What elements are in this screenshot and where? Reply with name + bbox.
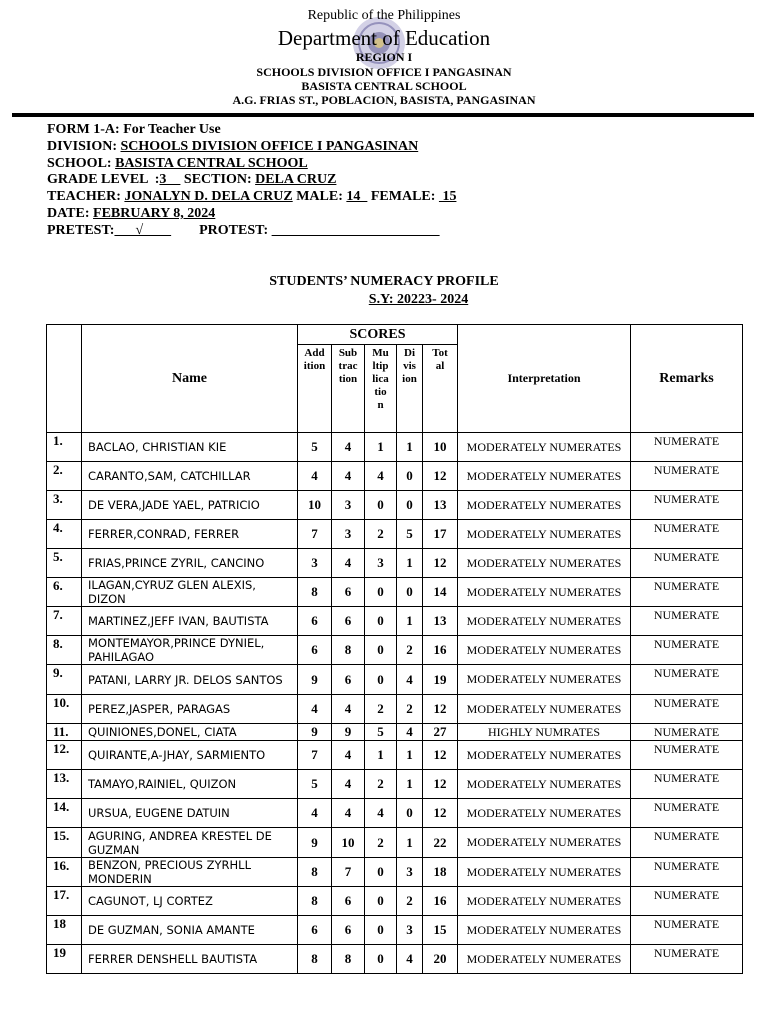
row-number: 19 xyxy=(47,945,82,974)
row-number: 11. xyxy=(47,724,82,741)
row-number: 5. xyxy=(47,549,82,578)
score-subtraction: 8 xyxy=(332,636,365,665)
score-total: 20 xyxy=(423,945,458,974)
score-division: 1 xyxy=(397,549,423,578)
student-name: BACLAO, CHRISTIAN KIE xyxy=(82,433,298,462)
score-subtraction: 4 xyxy=(332,799,365,828)
table-row xyxy=(47,741,743,770)
remarks: NUMERATE xyxy=(631,491,743,520)
interpretation: MODERATELY NUMERATES xyxy=(458,636,631,665)
score-total: 13 xyxy=(423,491,458,520)
score-subtraction: 4 xyxy=(332,741,365,770)
score-addition: 4 xyxy=(298,799,332,828)
table-row xyxy=(47,916,743,945)
student-name: URSUA, EUGENE DATUIN xyxy=(82,799,298,828)
score-division: 1 xyxy=(397,828,423,858)
school-value: BASISTA CENTRAL SCHOOL xyxy=(115,155,308,171)
score-subtraction: 7 xyxy=(332,858,365,887)
division-row xyxy=(47,139,456,156)
interpretation: HIGHLY NUMRATES xyxy=(458,724,631,741)
row-number: 10. xyxy=(47,695,82,724)
score-subtraction: 4 xyxy=(332,770,365,799)
score-addition: 8 xyxy=(298,887,332,916)
student-name: FRIAS,PRINCE ZYRIL, CANCINO xyxy=(82,549,298,578)
table-row xyxy=(47,770,743,799)
remarks: NUMERATE xyxy=(631,724,743,741)
pretest-value: √ xyxy=(114,222,172,238)
header-scores: SCORES xyxy=(298,325,458,345)
score-subtraction: 9 xyxy=(332,724,365,741)
header-total: Total xyxy=(423,345,458,433)
remarks: NUMERATE xyxy=(631,695,743,724)
student-name: QUIRANTE,A-JHAY, SARMIENTO xyxy=(82,741,298,770)
remarks: NUMERATE xyxy=(631,828,743,858)
address-heading: A.G. FRIAS ST., POBLACION, BASISTA, PANGASINAN xyxy=(232,93,536,107)
student-name: PATANI, LARRY JR. DELOS SANTOS xyxy=(82,665,298,695)
male-label: MALE: xyxy=(292,189,347,205)
score-division: 4 xyxy=(397,724,423,741)
score-total: 13 xyxy=(423,607,458,636)
table-row xyxy=(47,799,743,828)
table-row xyxy=(47,491,743,520)
interpretation: MODERATELY NUMERATES xyxy=(458,828,631,858)
header-division: Division xyxy=(397,345,423,433)
row-number: 1. xyxy=(47,433,82,462)
score-division: 3 xyxy=(397,916,423,945)
score-subtraction: 6 xyxy=(332,665,365,695)
division-value: SCHOOLS DIVISION OFFICE I PANGASINAN xyxy=(120,138,419,154)
score-total: 16 xyxy=(423,887,458,916)
interpretation: MODERATELY NUMERATES xyxy=(458,520,631,549)
table-row xyxy=(47,945,743,974)
table-row xyxy=(47,665,743,695)
male-value: 14 xyxy=(346,189,368,205)
header-subtraction: Subtraction xyxy=(332,345,365,433)
remarks: NUMERATE xyxy=(631,887,743,916)
interpretation: MODERATELY NUMERATES xyxy=(458,665,631,695)
grade-value: 3 xyxy=(159,172,181,188)
date-row xyxy=(47,206,456,223)
score-total: 12 xyxy=(423,799,458,828)
score-subtraction: 4 xyxy=(332,462,365,491)
score-total: 12 xyxy=(423,770,458,799)
score-total: 17 xyxy=(423,520,458,549)
table-row xyxy=(47,433,743,462)
interpretation: MODERATELY NUMERATES xyxy=(458,549,631,578)
score-addition: 6 xyxy=(298,636,332,665)
score-addition: 9 xyxy=(298,665,332,695)
score-multiplication: 1 xyxy=(365,433,397,462)
student-name: MARTINEZ,JEFF IVAN, BAUTISTA xyxy=(82,607,298,636)
score-total: 12 xyxy=(423,741,458,770)
interpretation: MODERATELY NUMERATES xyxy=(458,945,631,974)
interpretation: MODERATELY NUMERATES xyxy=(458,607,631,636)
school-label: SCHOOL: xyxy=(47,155,116,171)
row-number: 15. xyxy=(47,828,82,858)
remarks: NUMERATE xyxy=(631,770,743,799)
row-number: 13. xyxy=(47,770,82,799)
score-addition: 6 xyxy=(298,607,332,636)
table-row xyxy=(47,636,743,665)
score-addition: 8 xyxy=(298,578,332,607)
score-subtraction: 4 xyxy=(332,549,365,578)
table-row xyxy=(47,695,743,724)
row-number: 8. xyxy=(47,636,82,665)
score-division: 0 xyxy=(397,462,423,491)
row-number: 2. xyxy=(47,462,82,491)
section-value: DELA CRUZ xyxy=(255,172,337,188)
remarks: NUMERATE xyxy=(631,741,743,770)
score-division: 0 xyxy=(397,578,423,607)
score-multiplication: 0 xyxy=(365,858,397,887)
table-row xyxy=(47,607,743,636)
score-total: 12 xyxy=(423,549,458,578)
score-multiplication: 4 xyxy=(365,799,397,828)
division-office-heading: SCHOOLS DIVISION OFFICE I PANGASINAN xyxy=(256,65,512,79)
interpretation: MODERATELY NUMERATES xyxy=(458,491,631,520)
score-division: 3 xyxy=(397,858,423,887)
student-name: FERRER DENSHELL BAUTISTA xyxy=(82,945,298,974)
student-name: ILAGAN,CYRUZ GLEN ALEXIS, DIZON xyxy=(82,578,298,607)
header-divider xyxy=(12,113,754,117)
row-number: 4. xyxy=(47,520,82,549)
score-addition: 5 xyxy=(298,433,332,462)
score-division: 2 xyxy=(397,695,423,724)
score-division: 1 xyxy=(397,433,423,462)
remarks: NUMERATE xyxy=(631,665,743,695)
score-division: 2 xyxy=(397,887,423,916)
score-multiplication: 0 xyxy=(365,636,397,665)
student-name: AGURING, ANDREA KRESTEL DE GUZMAN xyxy=(82,828,298,858)
score-multiplication: 1 xyxy=(365,741,397,770)
teacher-row xyxy=(47,189,456,206)
female-label: FEMALE: xyxy=(367,189,439,205)
interpretation: MODERATELY NUMERATES xyxy=(458,858,631,887)
score-multiplication: 0 xyxy=(365,607,397,636)
date-label: DATE: xyxy=(47,205,94,221)
score-division: 0 xyxy=(397,799,423,828)
grade-section-row xyxy=(47,172,456,189)
score-addition: 9 xyxy=(298,828,332,858)
score-addition: 8 xyxy=(298,945,332,974)
header-interpretation: Interpretation xyxy=(458,325,631,433)
female-value: 15 xyxy=(438,189,457,205)
remarks: NUMERATE xyxy=(631,916,743,945)
score-total: 12 xyxy=(423,695,458,724)
score-subtraction: 6 xyxy=(332,578,365,607)
header-name: Name xyxy=(82,325,298,433)
score-division: 2 xyxy=(397,636,423,665)
row-number: 17. xyxy=(47,887,82,916)
division-label: DIVISION: xyxy=(47,138,121,154)
score-subtraction: 6 xyxy=(332,607,365,636)
score-subtraction: 3 xyxy=(332,520,365,549)
student-name: TAMAYO,RAINIEL, QUIZON xyxy=(82,770,298,799)
student-name: BENZON, PRECIOUS ZYRHLL MONDERIN xyxy=(82,858,298,887)
student-name: DE VERA,JADE YAEL, PATRICIO xyxy=(82,491,298,520)
score-total: 10 xyxy=(423,433,458,462)
score-multiplication: 2 xyxy=(365,828,397,858)
interpretation: MODERATELY NUMERATES xyxy=(458,462,631,491)
table-row xyxy=(47,887,743,916)
grade-label: GRADE LEVEL : xyxy=(47,172,160,188)
score-total: 22 xyxy=(423,828,458,858)
score-division: 1 xyxy=(397,770,423,799)
remarks: NUMERATE xyxy=(631,578,743,607)
score-subtraction: 3 xyxy=(332,491,365,520)
score-multiplication: 0 xyxy=(365,916,397,945)
interpretation: MODERATELY NUMERATES xyxy=(458,695,631,724)
remarks: NUMERATE xyxy=(631,945,743,974)
score-addition: 8 xyxy=(298,858,332,887)
score-addition: 5 xyxy=(298,770,332,799)
score-addition: 4 xyxy=(298,695,332,724)
student-name: QUINIONES,DONEL, CIATA xyxy=(82,724,298,741)
score-total: 16 xyxy=(423,636,458,665)
score-multiplication: 2 xyxy=(365,695,397,724)
remarks: NUMERATE xyxy=(631,799,743,828)
numeracy-table xyxy=(46,324,743,974)
score-multiplication: 5 xyxy=(365,724,397,741)
score-subtraction: 6 xyxy=(332,887,365,916)
remarks: NUMERATE xyxy=(631,549,743,578)
score-division: 4 xyxy=(397,665,423,695)
student-name: FERRER,CONRAD, FERRER xyxy=(82,520,298,549)
school-row xyxy=(47,156,456,173)
republic-heading: Republic of the Philippines xyxy=(307,8,461,23)
score-division: 1 xyxy=(397,741,423,770)
student-name: CARANTO,SAM, CATCHILLAR xyxy=(82,462,298,491)
interpretation: MODERATELY NUMERATES xyxy=(458,916,631,945)
protest-label: PROTEST: xyxy=(171,222,272,238)
teacher-value: JONALYN D. DELA CRUZ xyxy=(124,189,293,205)
score-total: 12 xyxy=(423,462,458,491)
score-division: 1 xyxy=(397,607,423,636)
remarks: NUMERATE xyxy=(631,520,743,549)
table-row xyxy=(47,462,743,491)
score-multiplication: 0 xyxy=(365,491,397,520)
score-subtraction: 8 xyxy=(332,945,365,974)
student-name: CAGUNOT, LJ CORTEZ xyxy=(82,887,298,916)
form-info xyxy=(47,122,456,240)
interpretation: MODERATELY NUMERATES xyxy=(458,887,631,916)
score-addition: 4 xyxy=(298,462,332,491)
score-addition: 7 xyxy=(298,741,332,770)
table-row xyxy=(47,549,743,578)
region-heading: REGION I xyxy=(355,50,413,64)
score-subtraction: 4 xyxy=(332,433,365,462)
row-number: 6. xyxy=(47,578,82,607)
score-subtraction: 10 xyxy=(332,828,365,858)
row-number: 16. xyxy=(47,858,82,887)
interpretation: MODERATELY NUMERATES xyxy=(458,770,631,799)
department-heading: Department of Education xyxy=(277,26,491,50)
score-subtraction: 4 xyxy=(332,695,365,724)
row-number: 7. xyxy=(47,607,82,636)
row-number: 12. xyxy=(47,741,82,770)
student-name: DE GUZMAN, SONIA AMANTE xyxy=(82,916,298,945)
teacher-label: TEACHER: xyxy=(47,189,125,205)
student-name: MONTEMAYOR,PRINCE DYNIEL, PAHILAGAO xyxy=(82,636,298,665)
section-label: SECTION: xyxy=(180,172,256,188)
score-multiplication: 0 xyxy=(365,887,397,916)
profile-title: STUDENTS’ NUMERACY PROFILE xyxy=(269,274,499,289)
score-multiplication: 0 xyxy=(365,578,397,607)
score-multiplication: 0 xyxy=(365,945,397,974)
school-heading: BASISTA CENTRAL SCHOOL xyxy=(301,79,467,93)
table-row xyxy=(47,858,743,887)
score-addition: 9 xyxy=(298,724,332,741)
row-number: 14. xyxy=(47,799,82,828)
table-row xyxy=(47,578,743,607)
interpretation: MODERATELY NUMERATES xyxy=(458,433,631,462)
remarks: NUMERATE xyxy=(631,433,743,462)
interpretation: MODERATELY NUMERATES xyxy=(458,799,631,828)
score-total: 14 xyxy=(423,578,458,607)
score-total: 18 xyxy=(423,858,458,887)
score-total: 19 xyxy=(423,665,458,695)
score-multiplication: 2 xyxy=(365,770,397,799)
score-total: 15 xyxy=(423,916,458,945)
score-multiplication: 4 xyxy=(365,462,397,491)
header-remarks: Remarks xyxy=(631,325,743,433)
form-label: FORM 1-A: For Teacher Use xyxy=(47,122,221,137)
remarks: NUMERATE xyxy=(631,858,743,887)
score-division: 0 xyxy=(397,491,423,520)
score-addition: 3 xyxy=(298,549,332,578)
header-multiplication: Multiplication xyxy=(365,345,397,433)
remarks: NUMERATE xyxy=(631,636,743,665)
score-addition: 6 xyxy=(298,916,332,945)
row-number: 9. xyxy=(47,665,82,695)
table-row xyxy=(47,828,743,858)
school-year: S.Y: 20223- 2024 xyxy=(368,292,469,307)
interpretation: MODERATELY NUMERATES xyxy=(458,741,631,770)
table-row xyxy=(47,520,743,549)
student-name: PEREZ,JASPER, PARAGAS xyxy=(82,695,298,724)
pretest-label: PRETEST: xyxy=(47,222,115,238)
score-addition: 7 xyxy=(298,520,332,549)
score-multiplication: 3 xyxy=(365,549,397,578)
row-number: 18 xyxy=(47,916,82,945)
date-value: FEBRUARY 8, 2024 xyxy=(93,205,216,221)
remarks: NUMERATE xyxy=(631,607,743,636)
test-row xyxy=(47,223,456,240)
table-row xyxy=(47,724,743,741)
interpretation: MODERATELY NUMERATES xyxy=(458,578,631,607)
remarks: NUMERATE xyxy=(631,462,743,491)
score-multiplication: 2 xyxy=(365,520,397,549)
row-number: 3. xyxy=(47,491,82,520)
score-total: 27 xyxy=(423,724,458,741)
protest-value xyxy=(272,223,440,238)
header-addition: Addition xyxy=(298,345,332,433)
score-subtraction: 6 xyxy=(332,916,365,945)
header-number-cell xyxy=(47,325,82,433)
score-division: 4 xyxy=(397,945,423,974)
score-multiplication: 0 xyxy=(365,665,397,695)
score-division: 5 xyxy=(397,520,423,549)
score-addition: 10 xyxy=(298,491,332,520)
